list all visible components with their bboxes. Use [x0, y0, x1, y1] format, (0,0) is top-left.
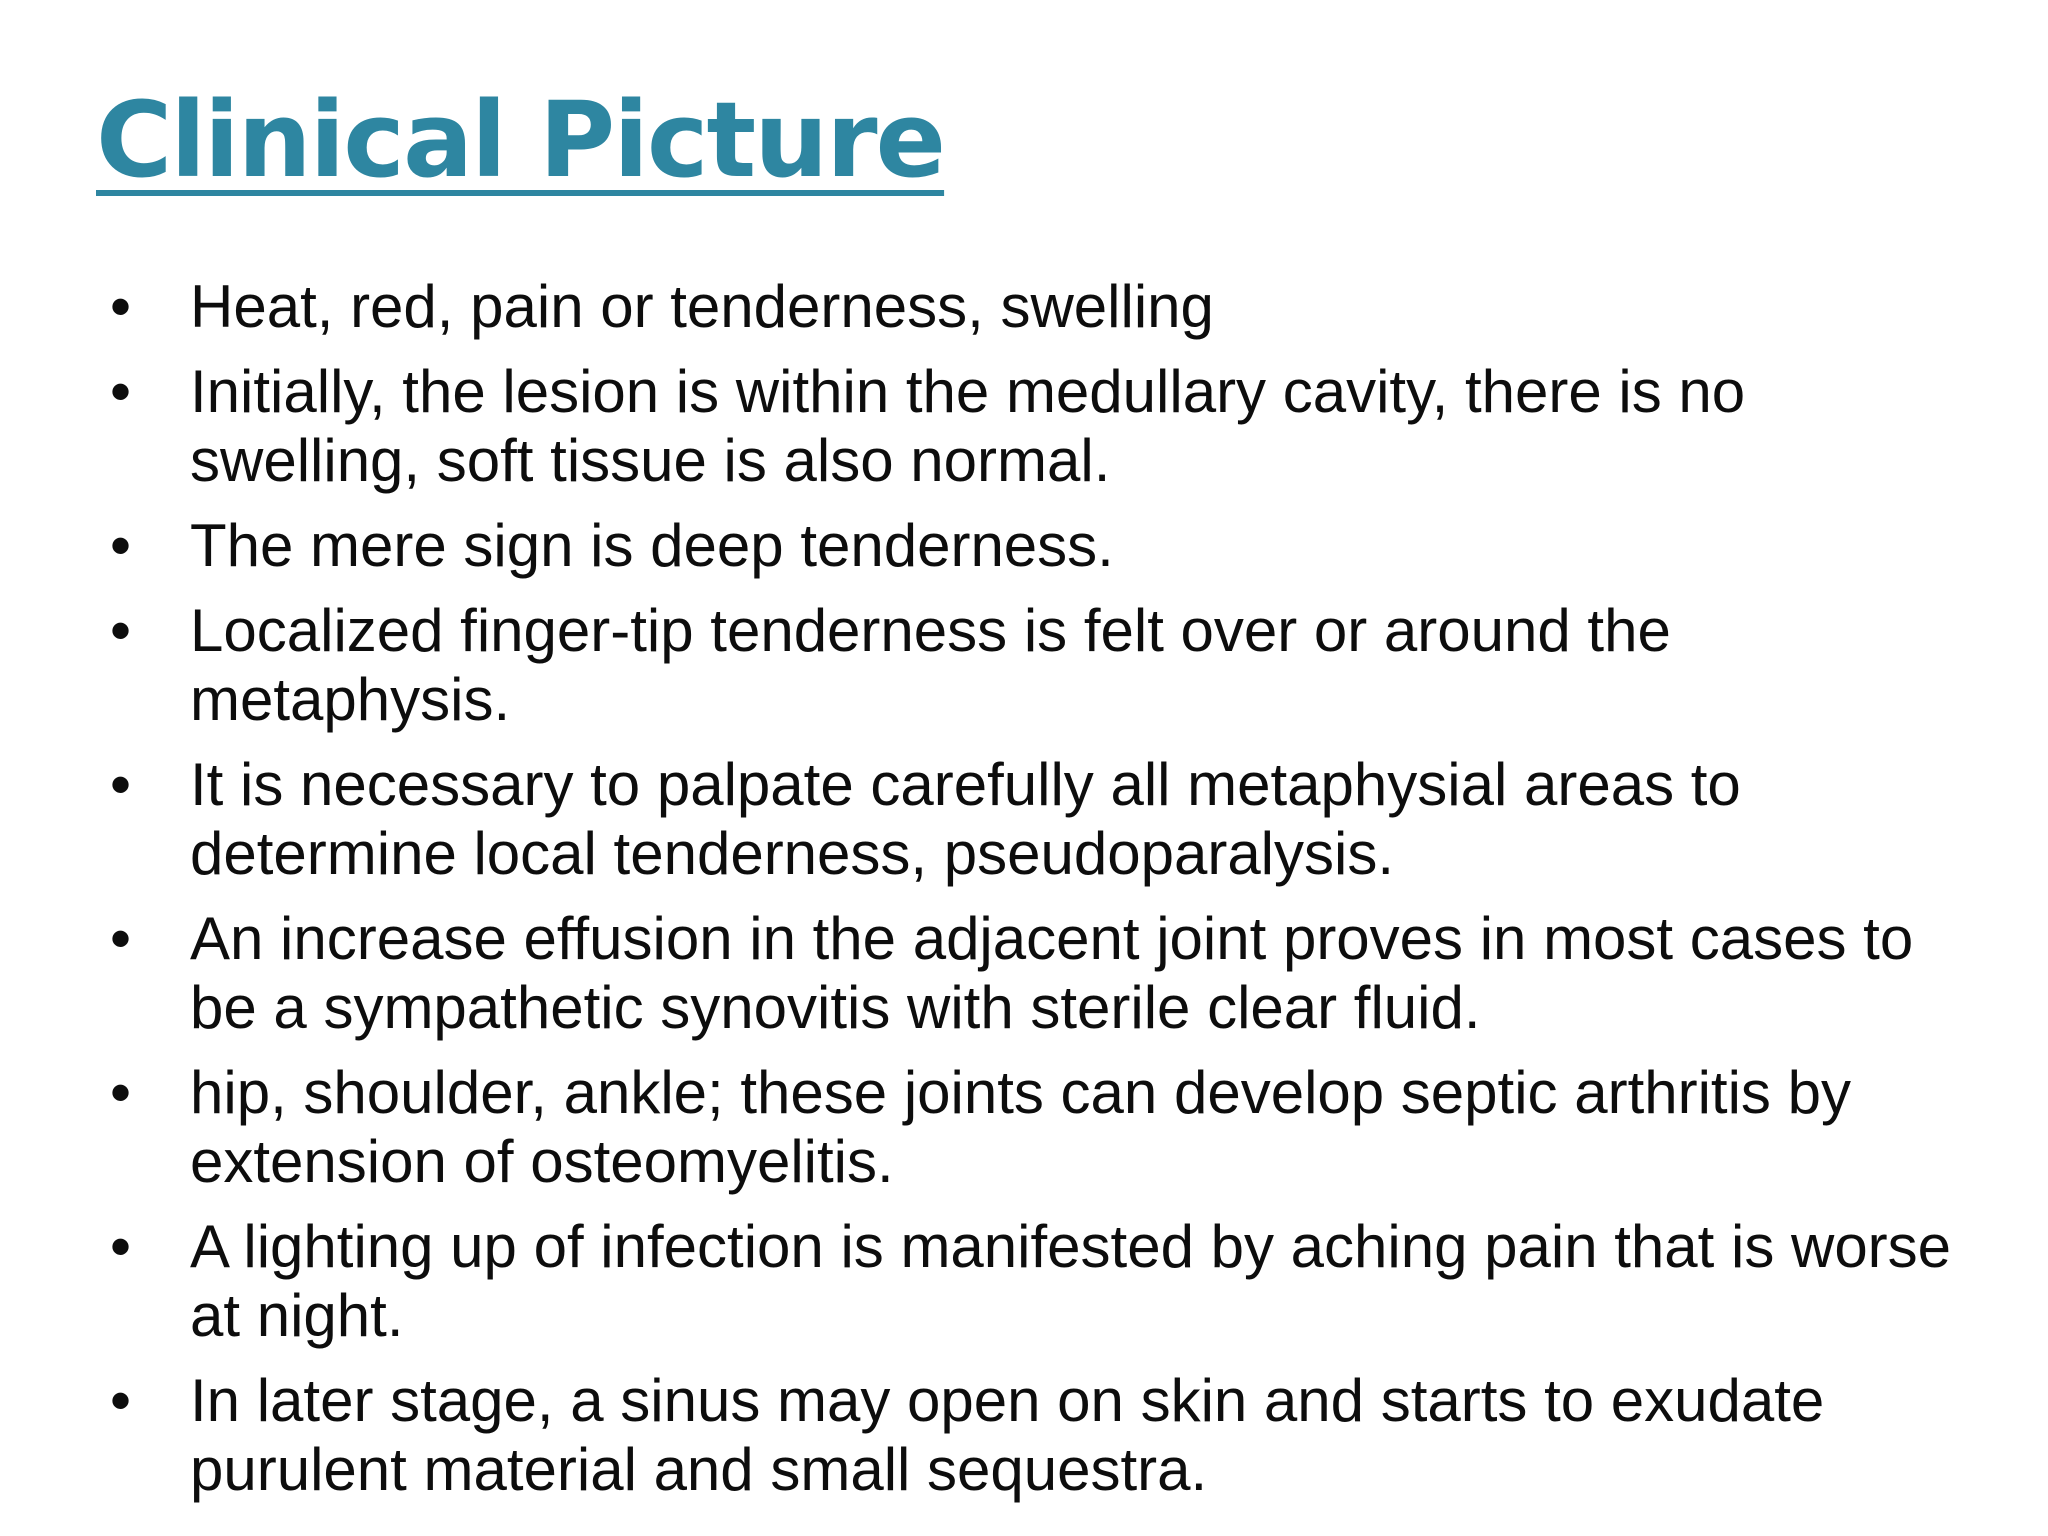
- bullet-item: • An increase effusion in the adjacent joint proves in most cases to be a sympathetic synovitis with sterile clear fluid.: [100, 904, 1960, 1042]
- bullet-item: • Localized finger-tip tenderness is felt over or around the metaphysis.: [100, 596, 1960, 734]
- slide-title: Clinical Picture: [96, 79, 945, 201]
- bullet-item: • A lighting up of infection is manifested by aching pain that is worse at night.: [100, 1212, 1960, 1350]
- bullet-item: • The mere sign is deep tenderness.: [100, 511, 1960, 580]
- bullet-item: • Heat, red, pain or tenderness, swelling: [100, 272, 1960, 341]
- bullet-item: • Initially, the lesion is within the medullary cavity, there is no swelling, soft tissue is also normal.: [100, 357, 1960, 495]
- bullet-list: [100, 272, 1960, 1520]
- bullet-item: • It is necessary to palpate carefully all metaphysial areas to determine local tenderness, pseudoparalysis.: [100, 750, 1960, 888]
- bullet-item: • In later stage, a sinus may open on skin and starts to exudate purulent material and small sequestra.: [100, 1366, 1960, 1504]
- bullet-item: • hip, shoulder, ankle; these joints can develop septic arthritis by extension of osteomyelitis.: [100, 1058, 1960, 1196]
